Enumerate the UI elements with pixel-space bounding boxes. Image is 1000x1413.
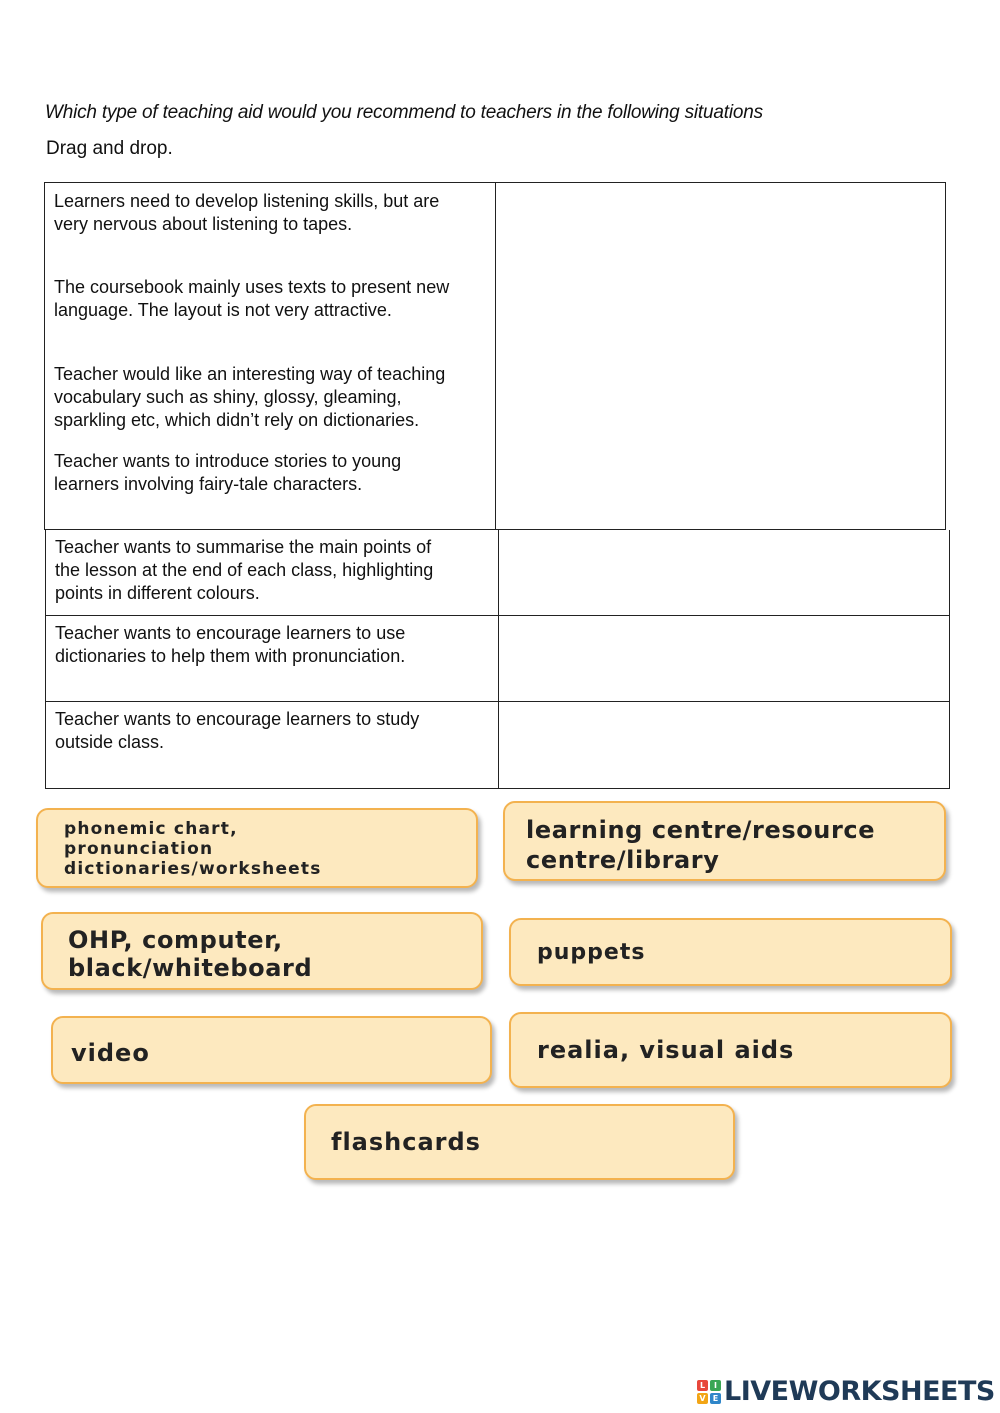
situation-row <box>45 701 950 789</box>
answer-card-flashcards[interactable] <box>304 1104 735 1180</box>
answer-drop-zone[interactable] <box>499 530 949 615</box>
liveworksheets-logo <box>697 1376 995 1407</box>
answer-card-realia[interactable] <box>509 1012 952 1088</box>
logo-text: LIVEWORKSHEETS <box>724 1376 995 1407</box>
answer-card-label: video <box>71 1039 150 1067</box>
situation-row <box>45 530 950 616</box>
answer-drop-zone[interactable] <box>496 443 945 529</box>
situation-text: Teacher would like an interesting way of teaching vocabulary such as shiny, glossy, gleaming, sparkling etc, which didn’t rely on dictionaries. <box>45 356 496 443</box>
answer-drop-zone[interactable] <box>496 269 945 356</box>
situation-text: The coursebook mainly uses texts to present new language. The layout is not very attractive. <box>45 269 496 356</box>
logo-mark-tile: I <box>710 1380 721 1391</box>
situation-row <box>44 443 946 530</box>
instructions-subtitle: Drag and drop. <box>46 138 173 159</box>
answer-drop-zone[interactable] <box>499 616 949 701</box>
situation-text: Teacher wants to encourage learners to use dictionaries to help them with pronunciation. <box>46 616 499 701</box>
logo-mark-icon <box>697 1380 721 1404</box>
answer-drop-zone[interactable] <box>499 702 949 788</box>
situation-text: Teacher wants to encourage learners to study outside class. <box>46 702 499 788</box>
answer-card-video[interactable] <box>51 1016 492 1084</box>
logo-mark-tile: V <box>697 1393 708 1404</box>
answer-card-phonemic-chart[interactable] <box>36 808 478 888</box>
logo-mark-tile: L <box>697 1380 708 1391</box>
answer-card-ohp-computer[interactable] <box>41 912 483 990</box>
answer-card-label: flashcards <box>331 1128 481 1156</box>
situation-row <box>44 182 946 270</box>
situation-text: Teacher wants to introduce stories to young learners involving fairy-tale characters. <box>45 443 496 529</box>
answer-card-label: learning centre/resource centre/library <box>526 816 876 874</box>
situation-row <box>44 356 946 444</box>
answer-card-puppets[interactable] <box>509 918 952 986</box>
answer-card-label: realia, visual aids <box>537 1036 795 1064</box>
answer-card-label: puppets <box>537 940 646 965</box>
logo-mark-tile: E <box>710 1393 721 1404</box>
instructions-title: Which type of teaching aid would you recommend to teachers in the following situations <box>45 102 763 123</box>
situation-text: Learners need to develop listening skills, but are very nervous about listening to tapes. <box>45 183 496 269</box>
answer-drop-zone[interactable] <box>496 356 945 443</box>
situation-row <box>45 615 950 702</box>
answer-drop-zone[interactable] <box>496 183 945 269</box>
answer-card-learning-centre[interactable] <box>503 801 946 881</box>
answer-card-label: OHP, computer, black/whiteboard <box>68 926 313 982</box>
situation-row <box>44 269 946 357</box>
answer-card-label: phonemic chart, pronunciation dictionaries/worksheets <box>64 819 322 879</box>
situation-text: Teacher wants to summarise the main points of the lesson at the end of each class, highlighting points in different colours. <box>46 530 499 615</box>
